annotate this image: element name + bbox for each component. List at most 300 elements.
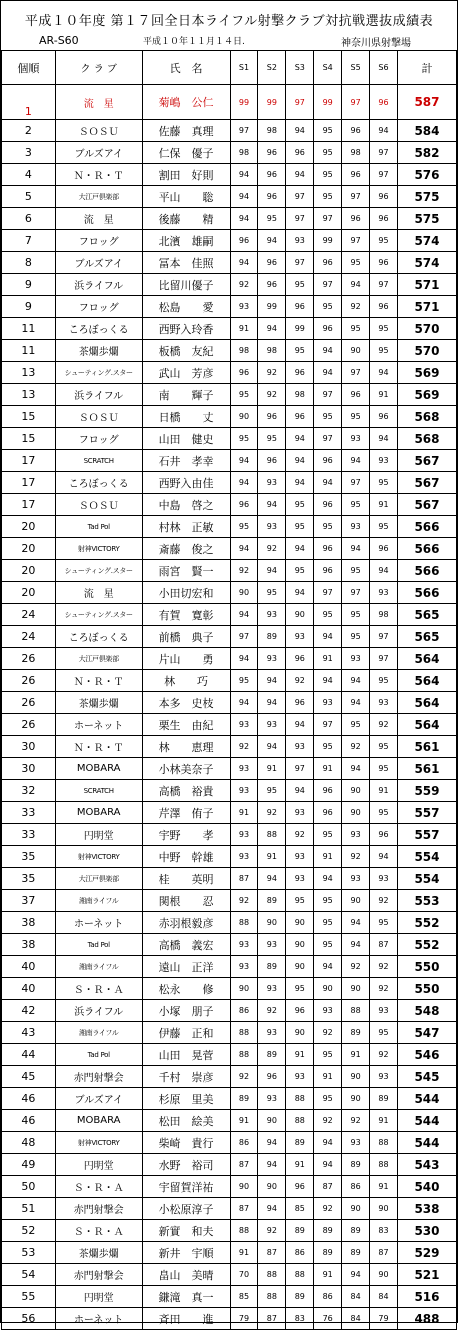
name-cell: 杉原 里美 <box>142 1088 230 1110</box>
rank-cell: 50 <box>2 1176 56 1198</box>
series-6-cell: 91 <box>370 1176 398 1198</box>
series-5-cell: 95 <box>342 494 370 516</box>
series-2-cell: 94 <box>258 494 286 516</box>
club-cell: 湘南ライフル <box>55 956 142 978</box>
rank-cell: 26 <box>2 670 56 692</box>
table-row <box>2 956 457 978</box>
series-2-cell: 96 <box>258 252 286 274</box>
name-cell: 新實 和夫 <box>142 1220 230 1242</box>
club-cell: 浜ライフル <box>55 384 142 406</box>
rank-cell: 15 <box>2 428 56 450</box>
series-6-cell: 95 <box>370 1022 398 1044</box>
rank-cell: 9 <box>2 296 56 318</box>
series-4-cell: 89 <box>314 1242 342 1264</box>
club-cell: 茶爛歩爛 <box>55 692 142 714</box>
total-cell: 557 <box>397 802 456 824</box>
series-6-cell: 87 <box>370 1242 398 1264</box>
series-3-cell: 93 <box>286 802 314 824</box>
total-cell: 554 <box>397 846 456 868</box>
total-cell: 571 <box>397 274 456 296</box>
series-6-cell: 95 <box>370 340 398 362</box>
series-4-cell: 86 <box>314 1286 342 1308</box>
rank-cell: 38 <box>2 912 56 934</box>
series-2-cell: 94 <box>258 868 286 890</box>
series-6-cell: 96 <box>370 252 398 274</box>
table-row <box>2 120 457 142</box>
rank-cell: 35 <box>2 846 56 868</box>
series-6-cell: 95 <box>370 230 398 252</box>
club-cell: 円明堂 <box>55 1286 142 1308</box>
club-cell: シューティング.スター <box>55 560 142 582</box>
club-cell: Ｎ・Ｒ・Ｔ <box>55 164 142 186</box>
series-6-cell: 87 <box>370 934 398 956</box>
series-5-cell: 86 <box>342 1176 370 1198</box>
club-cell: 円明堂 <box>55 824 142 846</box>
series-6-cell: 95 <box>370 802 398 824</box>
club-cell: ホーネット <box>55 1308 142 1330</box>
series-4-cell: 97 <box>314 428 342 450</box>
rank-cell: 2 <box>2 120 56 142</box>
series-3-cell: 98 <box>286 384 314 406</box>
series-3-cell: 92 <box>286 670 314 692</box>
series-5-cell: 95 <box>342 626 370 648</box>
club-cell: 湘南ライフル <box>55 1022 142 1044</box>
table-row <box>2 428 457 450</box>
total-cell: 567 <box>397 472 456 494</box>
series-1-cell: 98 <box>230 340 258 362</box>
series-4-cell: 95 <box>314 1088 342 1110</box>
series-6-cell: 96 <box>370 824 398 846</box>
series-1-cell: 90 <box>230 978 258 1000</box>
name-cell: 小塚 朋子 <box>142 1000 230 1022</box>
series-3-cell: 89 <box>286 1132 314 1154</box>
series-4-cell: 94 <box>314 1132 342 1154</box>
series-6-cell: 91 <box>370 780 398 802</box>
series-4-cell: 92 <box>314 1198 342 1220</box>
club-cell: 赤門射撃会 <box>55 1264 142 1286</box>
total-cell: 548 <box>397 1000 456 1022</box>
series-1-cell: 95 <box>230 428 258 450</box>
table-row <box>2 1088 457 1110</box>
series-2-cell: 99 <box>258 85 286 120</box>
name-cell: 佐藤 真理 <box>142 120 230 142</box>
series-4-cell: 76 <box>314 1308 342 1330</box>
series-5-cell: 93 <box>342 868 370 890</box>
series-4-cell: 92 <box>314 1110 342 1132</box>
series-5-cell: 90 <box>342 1088 370 1110</box>
club-cell: Tad Pol <box>55 1044 142 1066</box>
series-5-cell: 92 <box>342 1110 370 1132</box>
series-1-cell: 95 <box>230 670 258 692</box>
total-cell: 550 <box>397 978 456 1000</box>
series-4-cell: 89 <box>314 1220 342 1242</box>
total-cell: 565 <box>397 604 456 626</box>
series-4-cell: 87 <box>314 1176 342 1198</box>
club-cell: 射神VICTORY <box>55 1132 142 1154</box>
series-6-cell: 93 <box>370 692 398 714</box>
series-3-cell: 97 <box>286 186 314 208</box>
series-1-cell: 94 <box>230 472 258 494</box>
total-cell: 564 <box>397 714 456 736</box>
series-2-cell: 96 <box>258 186 286 208</box>
series-4-cell: 96 <box>314 802 342 824</box>
table-row <box>2 406 457 428</box>
series-6-cell: 96 <box>370 85 398 120</box>
club-cell: シューティング.スター <box>55 362 142 384</box>
series-3-cell: 94 <box>286 582 314 604</box>
table-row <box>2 252 457 274</box>
total-cell: 587 <box>397 85 456 120</box>
series-5-cell: 97 <box>342 582 370 604</box>
series-3-cell: 94 <box>286 780 314 802</box>
series-2-cell: 87 <box>258 1242 286 1264</box>
name-cell: 高橋 義宏 <box>142 934 230 956</box>
rank-cell: 38 <box>2 934 56 956</box>
event-label: AR-S60 <box>39 34 79 47</box>
table-row <box>2 868 457 890</box>
series-5-cell: 94 <box>342 692 370 714</box>
series-3-cell: 93 <box>286 868 314 890</box>
series-1-cell: 99 <box>230 85 258 120</box>
series-2-cell: 91 <box>258 846 286 868</box>
series-4-cell: 99 <box>314 230 342 252</box>
table-row <box>2 1264 457 1286</box>
series-1-cell: 93 <box>230 846 258 868</box>
series-2-cell: 99 <box>258 296 286 318</box>
series-2-cell: 92 <box>258 538 286 560</box>
series-4-cell: 94 <box>314 956 342 978</box>
series-2-cell: 94 <box>258 670 286 692</box>
series-1-cell: 93 <box>230 780 258 802</box>
series-1-cell: 94 <box>230 648 258 670</box>
series-4-cell: 94 <box>314 670 342 692</box>
series-4-cell: 94 <box>314 472 342 494</box>
series-2-cell: 90 <box>258 1110 286 1132</box>
name-cell: 菊嶋 公仁 <box>142 85 230 120</box>
series-4-cell: 94 <box>314 1154 342 1176</box>
club-cell: 円明堂 <box>55 1154 142 1176</box>
series-3-cell: 96 <box>286 362 314 384</box>
total-cell: 559 <box>397 780 456 802</box>
series-2-cell: 93 <box>258 714 286 736</box>
rank-cell: 26 <box>2 692 56 714</box>
series-2-cell: 96 <box>258 1066 286 1088</box>
table-row <box>2 648 457 670</box>
series-1-cell: 93 <box>230 714 258 736</box>
table-row <box>2 780 457 802</box>
rank-cell: 20 <box>2 582 56 604</box>
rank-cell: 53 <box>2 1242 56 1264</box>
series-2-cell: 95 <box>258 582 286 604</box>
total-cell: 575 <box>397 186 456 208</box>
series-5-cell: 93 <box>342 1132 370 1154</box>
name-cell: 中野 幹雄 <box>142 846 230 868</box>
name-cell: 関根 忍 <box>142 890 230 912</box>
series-4-cell: 90 <box>314 978 342 1000</box>
name-cell: 仁保 優子 <box>142 142 230 164</box>
name-cell: 柴崎 貴行 <box>142 1132 230 1154</box>
series-2-cell: 94 <box>258 1132 286 1154</box>
series-4-cell: 94 <box>314 626 342 648</box>
series-2-cell: 94 <box>258 736 286 758</box>
series-6-cell: 94 <box>370 560 398 582</box>
table-row <box>2 164 457 186</box>
series-2-cell: 96 <box>258 450 286 472</box>
header-s1: S1 <box>230 51 258 85</box>
series-6-cell: 92 <box>370 956 398 978</box>
series-3-cell: 96 <box>286 406 314 428</box>
series-5-cell: 96 <box>342 384 370 406</box>
series-5-cell: 96 <box>342 120 370 142</box>
series-5-cell: 95 <box>342 252 370 274</box>
series-4-cell: 95 <box>314 604 342 626</box>
header-club: ク ラ ブ <box>55 51 142 85</box>
series-1-cell: 90 <box>230 406 258 428</box>
series-2-cell: 92 <box>258 362 286 384</box>
club-cell: 流 星 <box>55 208 142 230</box>
series-4-cell: 97 <box>314 714 342 736</box>
series-2-cell: 87 <box>258 1308 286 1330</box>
series-4-cell: 95 <box>314 120 342 142</box>
club-cell: フロッグ <box>55 230 142 252</box>
series-4-cell: 91 <box>314 846 342 868</box>
series-4-cell: 96 <box>314 538 342 560</box>
series-1-cell: 88 <box>230 1220 258 1242</box>
series-4-cell: 91 <box>314 1264 342 1286</box>
name-cell: 西野入由佳 <box>142 472 230 494</box>
rank-cell: 51 <box>2 1198 56 1220</box>
series-2-cell: 96 <box>258 274 286 296</box>
series-4-cell: 95 <box>314 1044 342 1066</box>
club-cell: 大江戸倶楽部 <box>55 186 142 208</box>
series-2-cell: 92 <box>258 802 286 824</box>
series-2-cell: 89 <box>258 1044 286 1066</box>
name-cell: 中島 啓之 <box>142 494 230 516</box>
series-3-cell: 89 <box>286 1286 314 1308</box>
series-3-cell: 91 <box>286 1154 314 1176</box>
name-cell: 伊藤 正和 <box>142 1022 230 1044</box>
series-6-cell: 98 <box>370 604 398 626</box>
header-s3: S3 <box>286 51 314 85</box>
name-cell: 千村 崇彦 <box>142 1066 230 1088</box>
total-cell: 561 <box>397 736 456 758</box>
series-2-cell: 94 <box>258 692 286 714</box>
series-6-cell: 95 <box>370 318 398 340</box>
series-5-cell: 89 <box>342 1022 370 1044</box>
series-2-cell: 96 <box>258 406 286 428</box>
table-row <box>2 1022 457 1044</box>
venue-label: 神奈川県射撃場 <box>341 38 411 49</box>
club-cell: ころぼっくる <box>55 626 142 648</box>
series-3-cell: 93 <box>286 230 314 252</box>
series-1-cell: 87 <box>230 1198 258 1220</box>
series-5-cell: 95 <box>342 318 370 340</box>
series-5-cell: 96 <box>342 164 370 186</box>
series-3-cell: 94 <box>286 164 314 186</box>
rank-cell: 48 <box>2 1132 56 1154</box>
total-cell: 557 <box>397 824 456 846</box>
name-cell: 雨宮 賢一 <box>142 560 230 582</box>
club-cell: ブルズアイ <box>55 1088 142 1110</box>
table-row <box>2 626 457 648</box>
series-2-cell: 93 <box>258 604 286 626</box>
total-cell: 564 <box>397 648 456 670</box>
series-3-cell: 90 <box>286 1022 314 1044</box>
table-row <box>2 230 457 252</box>
series-5-cell: 94 <box>342 538 370 560</box>
total-cell: 543 <box>397 1154 456 1176</box>
rank-cell: 26 <box>2 648 56 670</box>
name-cell: 宇留賀洋祐 <box>142 1176 230 1198</box>
name-cell: 松田 絵美 <box>142 1110 230 1132</box>
series-6-cell: 92 <box>370 1044 398 1066</box>
series-1-cell: 90 <box>230 1176 258 1198</box>
series-4-cell: 96 <box>314 494 342 516</box>
series-5-cell: 90 <box>342 978 370 1000</box>
series-6-cell: 95 <box>370 758 398 780</box>
rank-cell: 35 <box>2 868 56 890</box>
total-cell: 564 <box>397 692 456 714</box>
table-row <box>2 1066 457 1088</box>
total-cell: 566 <box>397 582 456 604</box>
name-cell: 南 輝子 <box>142 384 230 406</box>
series-4-cell: 96 <box>314 450 342 472</box>
total-cell: 553 <box>397 890 456 912</box>
table-row <box>2 934 457 956</box>
rank-cell: 20 <box>2 538 56 560</box>
series-5-cell: 88 <box>342 1000 370 1022</box>
total-cell: 552 <box>397 934 456 956</box>
series-1-cell: 91 <box>230 1110 258 1132</box>
series-2-cell: 92 <box>258 384 286 406</box>
event-date: 平成１０年１１月１４日. <box>143 37 245 47</box>
club-cell: MOBARA <box>55 802 142 824</box>
series-5-cell: 95 <box>342 560 370 582</box>
table-row <box>2 274 457 296</box>
total-cell: 564 <box>397 670 456 692</box>
total-cell: 566 <box>397 516 456 538</box>
table-row <box>2 1044 457 1066</box>
series-1-cell: 92 <box>230 560 258 582</box>
series-5-cell: 94 <box>342 274 370 296</box>
series-3-cell: 94 <box>286 450 314 472</box>
series-2-cell: 92 <box>258 1000 286 1022</box>
series-2-cell: 94 <box>258 1198 286 1220</box>
series-3-cell: 95 <box>286 340 314 362</box>
series-5-cell: 84 <box>342 1308 370 1330</box>
name-cell: 板橋 友紀 <box>142 340 230 362</box>
total-cell: 552 <box>397 912 456 934</box>
name-cell: 北濱 雄嗣 <box>142 230 230 252</box>
series-6-cell: 93 <box>370 1000 398 1022</box>
series-5-cell: 94 <box>342 1264 370 1286</box>
series-1-cell: 94 <box>230 538 258 560</box>
series-5-cell: 92 <box>342 736 370 758</box>
series-5-cell: 94 <box>342 450 370 472</box>
table-row <box>2 714 457 736</box>
name-cell: 水野 裕司 <box>142 1154 230 1176</box>
total-cell: 540 <box>397 1176 456 1198</box>
total-cell: 571 <box>397 296 456 318</box>
series-3-cell: 95 <box>286 890 314 912</box>
series-1-cell: 90 <box>230 582 258 604</box>
series-4-cell: 95 <box>314 186 342 208</box>
series-1-cell: 92 <box>230 274 258 296</box>
series-2-cell: 93 <box>258 1088 286 1110</box>
club-cell: ころぼっくる <box>55 318 142 340</box>
total-cell: 567 <box>397 494 456 516</box>
series-5-cell: 98 <box>342 142 370 164</box>
club-cell: フロッグ <box>55 296 142 318</box>
rank-cell: 15 <box>2 406 56 428</box>
series-2-cell: 89 <box>258 626 286 648</box>
rank-cell: 7 <box>2 230 56 252</box>
series-6-cell: 96 <box>370 186 398 208</box>
total-cell: 529 <box>397 1242 456 1264</box>
name-cell: 本多 史枝 <box>142 692 230 714</box>
series-6-cell: 95 <box>370 472 398 494</box>
total-cell: 488 <box>397 1308 456 1330</box>
series-1-cell: 87 <box>230 1154 258 1176</box>
name-cell: 山田 晃菅 <box>142 1044 230 1066</box>
total-cell: 565 <box>397 626 456 648</box>
series-4-cell: 95 <box>314 406 342 428</box>
rank-cell: 20 <box>2 516 56 538</box>
rank-cell: 6 <box>2 208 56 230</box>
series-6-cell: 88 <box>370 1132 398 1154</box>
total-cell: 575 <box>397 208 456 230</box>
club-cell: Tad Pol <box>55 516 142 538</box>
series-6-cell: 94 <box>370 846 398 868</box>
table-row <box>2 472 457 494</box>
series-1-cell: 94 <box>230 208 258 230</box>
club-cell: ホーネット <box>55 912 142 934</box>
series-6-cell: 97 <box>370 164 398 186</box>
rank-cell: 1 <box>2 85 56 120</box>
total-cell: 566 <box>397 560 456 582</box>
series-5-cell: 93 <box>342 516 370 538</box>
series-3-cell: 97 <box>286 252 314 274</box>
rank-cell: 33 <box>2 824 56 846</box>
series-6-cell: 97 <box>370 142 398 164</box>
name-cell: 高橋 裕貴 <box>142 780 230 802</box>
series-4-cell: 97 <box>314 582 342 604</box>
table-row <box>2 450 457 472</box>
club-cell: Ｎ・Ｒ・Ｔ <box>55 736 142 758</box>
name-cell: 芹澤 侑子 <box>142 802 230 824</box>
series-1-cell: 94 <box>230 450 258 472</box>
series-4-cell: 93 <box>314 692 342 714</box>
series-6-cell: 84 <box>370 1286 398 1308</box>
series-2-cell: 88 <box>258 1286 286 1308</box>
rank-cell: 17 <box>2 450 56 472</box>
series-6-cell: 92 <box>370 978 398 1000</box>
series-3-cell: 92 <box>286 824 314 846</box>
series-3-cell: 97 <box>286 758 314 780</box>
series-6-cell: 96 <box>370 406 398 428</box>
series-4-cell: 94 <box>314 868 342 890</box>
name-cell: 林 巧 <box>142 670 230 692</box>
series-5-cell: 89 <box>342 1242 370 1264</box>
header-row <box>2 51 457 85</box>
series-4-cell: 97 <box>314 208 342 230</box>
header-s4: S4 <box>314 51 342 85</box>
club-cell: SCRATCH <box>55 450 142 472</box>
series-3-cell: 90 <box>286 956 314 978</box>
series-3-cell: 96 <box>286 1000 314 1022</box>
table-row <box>2 1154 457 1176</box>
rank-cell: 24 <box>2 604 56 626</box>
